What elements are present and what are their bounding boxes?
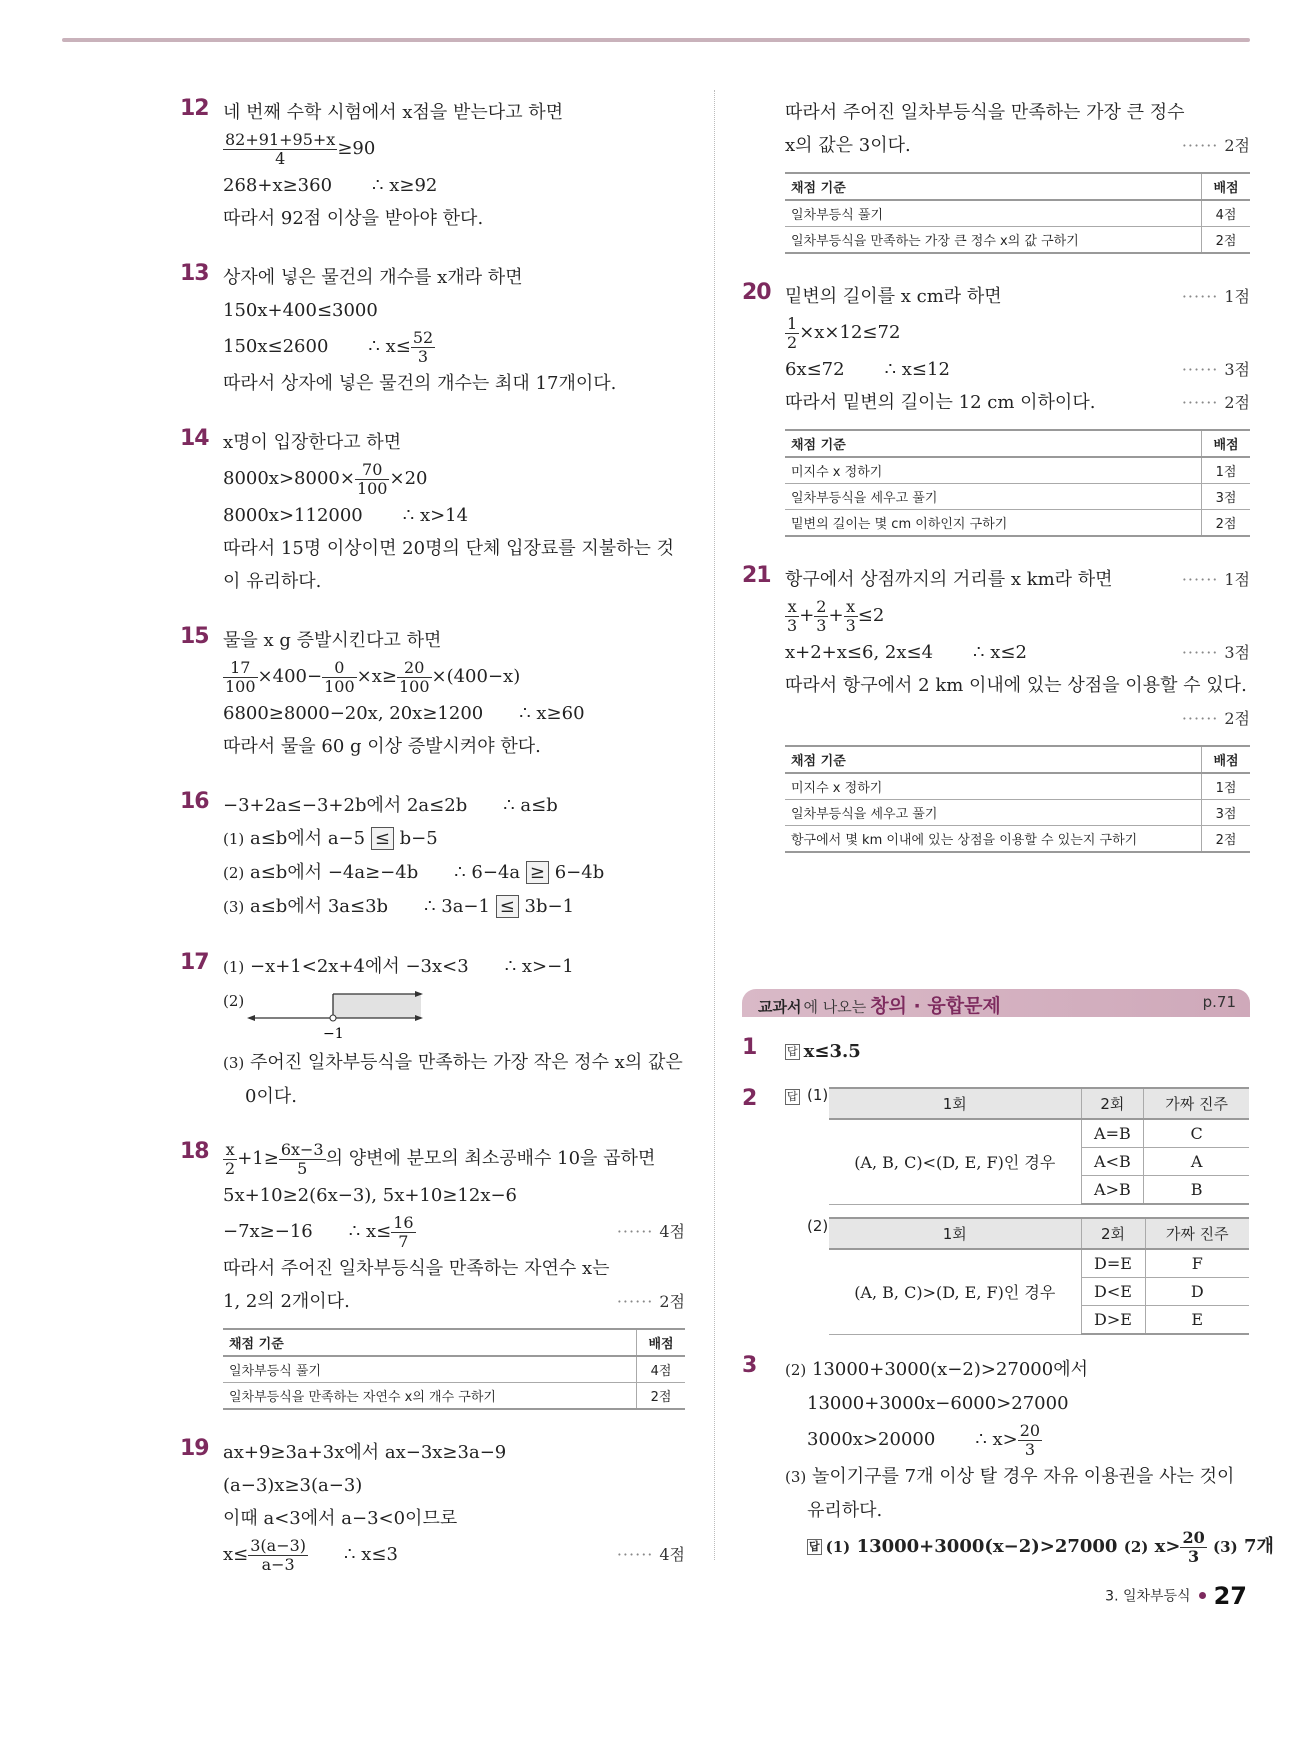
- chapter-title: 3. 일차부등식: [1105, 1588, 1191, 1605]
- points: ······ 1점: [1181, 570, 1250, 589]
- points: ······ 4점: [616, 1545, 685, 1564]
- problem-number: 16: [180, 789, 209, 814]
- svg-text:−1: −1: [323, 1026, 344, 1042]
- points: ······ 2점: [616, 1292, 685, 1311]
- problem-number: 15: [180, 624, 209, 649]
- problem-number: 17: [180, 950, 209, 975]
- creative-problem-2: 2 답 (1) 1회 2회 가짜 진주 (A, B, C)<(D, E, F)인 경우 A=B C A<B A A>B B (2) 1회 2회 가짜 진주 (A, B, C)>(D, E, F)인 경우 D=E F D<E D D>E E: [742, 1086, 1250, 1335]
- problem-number: 19: [180, 1436, 209, 1461]
- problem-14: 14 x명이 입장한다고 하면 8000x>8000× $\frac{70}{100}$ ×20 8000x>112000 ∴ x>14 따라서 15명 이상이면 20명의 단체 입장료를 지불하는 것이 유리하다.: [180, 426, 675, 592]
- problem-number: 13: [180, 261, 209, 286]
- right-column: [742, 96, 1274, 1593]
- problem-19: 19 ax+9≥3a+3x에서 ax−3x≥3a−9 (a−3)x≥3(a−3) 이때 a<3에서 a−3<0이므로 x≤ $\frac{3(a-3)}{a-3}$ ∴ x≤3 ······ 4점: [180, 1436, 685, 1574]
- problem-number: 21: [742, 563, 771, 588]
- conclusion: 따라서 92점 이상을 받아야 한다.: [223, 208, 484, 229]
- points: ······ 2점: [1181, 136, 1250, 155]
- points: ······ 3점: [1181, 360, 1250, 379]
- scoring-table: 채점 기준 배점 일차부등식 풀기 4점 일차부등식을 만족하는 가장 큰 정수 x의 값 구하기 2점: [785, 172, 1250, 254]
- answer-box: ≥: [526, 861, 549, 884]
- problem-19-continued: 따라서 주어진 일차부등식을 만족하는 가장 큰 정수 x의 값은 3이다. ······ 2점 채점 기준 배점 일차부등식 풀기 4점 일차부등식을 만족하는 가장 큰 정수 x의 값 구하기 2점: [742, 96, 1250, 254]
- top-rule: [62, 38, 1250, 42]
- answer-icon: 답: [787, 1089, 798, 1103]
- section-banner: 교과서 에 나오는 창의 · 융합문제 p.71: [742, 989, 1250, 1017]
- problem-18: 18 $\frac{x}{2}$ +1≥ $\frac{6x-3}{5}$ 의 양변에 분모의 최소공배수 10을 곱하면 5x+10≥2(6x−3), 5x+10≥12x−6 −7x≥−16 ∴ x≤ $\frac{16}{7}$ ······ 4점 따라서 주어진 일차부등식을 만족하는 자연수 x는 1, 2의 2개이다. ······ 2점 채점 기준 배점 일차부등식 풀기 4점 일차부등식을 만족하는 자연수 x의 개수 구하기 2점: [180, 1139, 685, 1410]
- problem-number: 14: [180, 426, 209, 451]
- answer-box: ≤: [496, 895, 519, 918]
- equation: $\frac{82+91+95+x}{4}$ ≥90: [225, 129, 376, 168]
- problem-number: 18: [180, 1139, 209, 1164]
- points: ······ 2점: [1181, 393, 1250, 412]
- problem-13: 13 상자에 넣은 물건의 개수를 x개라 하면 150x+400≤3000 150x≤2600 ∴ x≤ $\frac{52}{3}$ 따라서 상자에 넣은 물건의 개수는 최대 17개이다.: [180, 261, 617, 394]
- points: ······ 4점: [616, 1222, 685, 1241]
- points: ······ 3점: [1181, 643, 1250, 662]
- statement: 네 번째 수학 시험에서 x점을 받는다고 하면: [223, 102, 564, 123]
- answer-icon: 답: [787, 1045, 798, 1058]
- scoring-table: 채점 기준 배점 미지수 x 정하기 1점 일차부등식을 세우고 풀기 3점 밑변의 길이는 몇 cm 이하인지 구하기 2점: [785, 429, 1250, 537]
- pearl-table-2: 1회 2회 가짜 진주 (A, B, C)>(D, E, F)인 경우 D=E F D<E D D>E E: [829, 1217, 1249, 1335]
- number-line-diagram: [245, 988, 445, 1048]
- answer-icon: 답: [809, 1540, 820, 1553]
- page-reference: p.71: [1202, 993, 1236, 1011]
- problem-17: 17 (1) −x+1<2x+4에서 −3x<3 ∴ x>−1 (2) −1 (3) 주어진 일차부등식을 만족하는 가장 작은 정수 x의 값은 0이다.: [180, 950, 683, 1107]
- scoring-table: 채점 기준 배점 미지수 x 정하기 1점 일차부등식을 세우고 풀기 3점 항구에서 몇 km 이내에 있는 상점을 이용할 수 있는지 구하기 2점: [785, 745, 1250, 853]
- problem-16: 16 −3+2a≤−3+2b에서 2a≤2b ∴ a≤b (1) a≤b에서 a−5 ≤ b−5 (2) a≤b에서 −4a≥−4b ∴ 6−4a ≥ 6−4b (3) a≤b에서 3a≤3b ∴ 3a−1 ≤ 3b−1: [180, 789, 605, 917]
- scoring-table: 채점 기준 배점 일차부등식 풀기 4점 일차부등식을 만족하는 자연수 x의 개수 구하기 2점: [223, 1328, 685, 1410]
- final-answer: 답 (1) 13000+3000(x−2)>27000 (2) x> $\frac{20}{3}$ (3) 7개: [809, 1527, 1274, 1566]
- problem-20: 20 밑변의 길이를 x cm라 하면 ······ 1점 $\frac{1}{2}$ ×x×12≤72 6x≤72 ∴ x≤12 ······ 3점 따라서 밑변의 길이는 12 cm 이하이다. ······ 2점 채점 기준 배점 미지수 x 정하기 1점 일차부등식을 세우고 풀기 3점 밑변의 길이는 몇 cm 이하인지 구하기 2점: [742, 280, 1250, 537]
- column-divider: [714, 90, 715, 1560]
- points: ······ 2점: [1181, 709, 1250, 728]
- left-column: [180, 96, 685, 1601]
- problem-number: 20: [742, 280, 771, 305]
- problem-15: 15 물을 x g 증발시킨다고 하면 $\frac{17}{100}$ ×400− $\frac{0}{100}$ ×x≥ $\frac{20}{100}$ ×(400−x) 6800≥8000−20x, 20x≥1200 ∴ x≥60 따라서 물을 60 g 이상 증발시켜야 한다.: [180, 624, 585, 757]
- bullet-icon: [1199, 1592, 1206, 1599]
- problem-number: 12: [180, 96, 209, 121]
- creative-problem-1: 1 답 x≤3.5: [742, 1035, 861, 1062]
- page-footer: [1105, 1582, 1247, 1610]
- page-number: 27: [1213, 1582, 1247, 1610]
- points: ······ 1점: [1181, 287, 1250, 306]
- pearl-table-1: 1회 2회 가짜 진주 (A, B, C)<(D, E, F)인 경우 A=B C A<B A A>B B: [829, 1087, 1249, 1205]
- equation: 268+x≥360 ∴ x≥92: [223, 175, 438, 196]
- answer-box: ≤: [371, 827, 394, 850]
- creative-problem-3: 3 (2) 13000+3000(x−2)>27000에서 13000+3000x−6000>27000 3000x>20000 ∴ x> $\frac{20}{3}$ (3) 놀이기구를 7개 이상 탈 경우 자유 이용권을 사는 것이 유리하다. 답 (1) 13000+3000(x−2)>27000 (2) x> $\frac{20}{3}$ (3) 7개: [742, 1353, 1274, 1566]
- problem-12: [180, 96, 685, 235]
- problem-21: 21 항구에서 상점까지의 거리를 x km라 하면 ······ 1점 $\frac{x}{3}$ + $\frac{2}{3}$ + $\frac{x}{3}$ ≤2 x+2+x≤6, 2x≤4 ∴ x≤2 ······ 3점 따라서 항구에서 2 km 이내에 있는 상점을 이용할 수 있다. ······ 2점 채점 기준 배점 미지수 x 정하기 1점 일차부등식을 세우고 풀기 3점 항구에서 몇 km 이내에 있는 상점을 이용할 수 있는지 구하기 2점: [742, 563, 1250, 853]
